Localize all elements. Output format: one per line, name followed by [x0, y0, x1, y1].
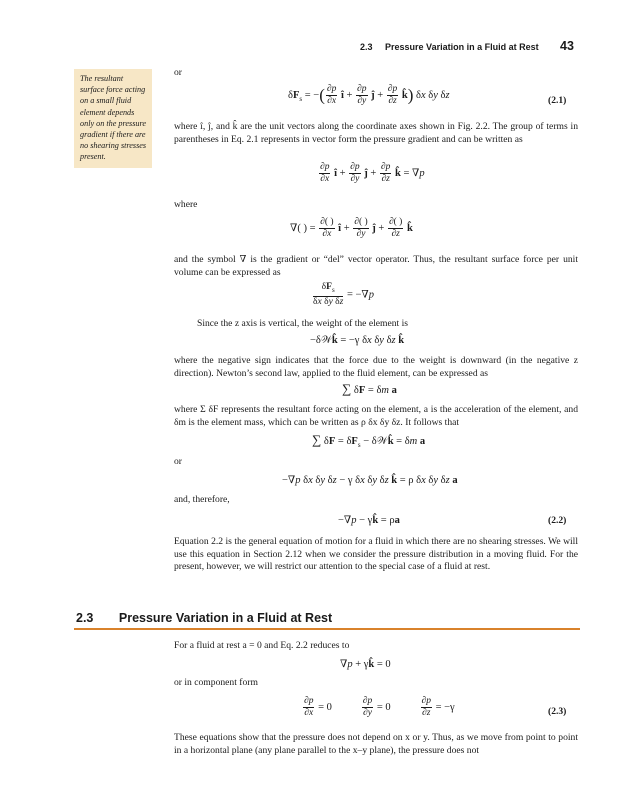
paragraph-eq22-description: Equation 2.2 is the general equation of motion for a fluid in which there are no shearing stresses. We will use this equation in Section 2.12 when we consider the pressure distribution in a moving fluid. For the present, however, we will restrict our attention to the special case of a fluid at rest. — [174, 536, 578, 573]
equation-rest: ∇p + γk̂ = 0 — [340, 659, 391, 670]
text-and-therefore: and, therefore, — [174, 494, 230, 505]
equation-pressure-gradient: $\frac{\partial p}{\partial x}$ î + $\frac{\partial p}{\partial y}$ ĵ + $\frac{\partial p}{\partial z}$ k̂ = ∇p — [320, 162, 425, 184]
equation-del-operator: ∇( ) = $\frac{\partial( )}{\partial x}$ î + $\frac{\partial( )}{\partial y}$ ĵ + $\frac{\partial( )}{\partial z}$ k̂ — [290, 217, 413, 239]
equation-force-balance: ∑ $\delta F = \delta F_s$ − δ𝒲k̂ = δm a — [312, 432, 426, 450]
equation-2-1: $\delta F_s$ = −( $\frac{\partial p}{\partial x}$ î + $\frac{\partial p}{\partial y}$ ĵ + $\frac{\partial p}{\partial z}$ k̂) δx δy δz — [288, 84, 450, 106]
equation-2-3-number: (2.3) — [548, 706, 567, 717]
text-or-1: or — [174, 67, 182, 78]
text-or-2: or — [174, 456, 182, 467]
equation-newton-law: ∑ δF = δm a — [342, 381, 397, 396]
section-rule — [74, 628, 580, 630]
margin-note — [74, 69, 152, 168]
paragraph-final: These equations show that the pressure does not depend on x or y. Thus, as we move from point to point in a horizontal plane (any plane parallel to the x–y plane), the pressure does not — [174, 732, 578, 756]
page-number: 43 — [560, 39, 574, 53]
header-section-title: Pressure Variation in a Fluid at Rest — [385, 42, 539, 52]
equation-2-3: $\frac{\partial p}{\partial x}$ = 0 $\frac{\partial p}{\partial y}$ = 0 $\frac{\partial p}{\partial z}$ = −γ — [304, 696, 455, 718]
text-where-1: where — [174, 199, 198, 210]
header-section-number: 2.3 — [360, 42, 373, 52]
equation-force-per-volume: $\frac{\delta F_s}{\text{δx δy δz}}$ = −∇p — [313, 282, 375, 307]
paragraph-negative-sign: where the negative sign indicates that the force due to the weight is downward (in the negative z direction). Newton’s second law, applied to the fluid element, can be expressed as — [174, 355, 578, 379]
margin-note-text: The resultant surface force acting on a small fluid element depends only on the pressure gradient if there are no shearing stresses present. — [80, 74, 147, 162]
equation-2-1-number: (2.1) — [548, 95, 567, 106]
equation-expanded-balance: −∇p δx δy δz − γ δx δy δz k̂ = ρ δx δy δz a — [282, 475, 458, 486]
section-heading-number: 2.3 — [76, 611, 94, 625]
text-or-component: or in component form — [174, 677, 258, 688]
section-heading — [76, 611, 332, 625]
paragraph-gradient: and the symbol ∇ is the gradient or “del” vector operator. Thus, the resultant surface force per unit volume can be expressed as — [174, 254, 578, 278]
section-heading-title: Pressure Variation in a Fluid at Rest — [118, 611, 333, 625]
equation-2-2-number: (2.2) — [548, 515, 567, 526]
paragraph-fluid-at-rest: For a fluid at rest a = 0 and Eq. 2.2 reduces to — [174, 640, 350, 651]
equation-weight: −δ𝒲k̂ = −γ δx δy δz k̂ — [310, 335, 405, 346]
paragraph-unit-vectors: where î, ĵ, and k̂ are the unit vectors along the coordinate axes shown in Fig. 2.2. The group of terms in parentheses in Eq. 2.1 represents in vector form the pressure gradient and can be written as — [174, 121, 578, 145]
paragraph-vertical-axis: Since the z axis is vertical, the weight of the element is — [197, 318, 408, 329]
paragraph-sum-definition: where Σ δF represents the resultant force acting on the element, a is the acceleration of the element, and δm is the element mass, which can be written as ρ δx δy δz. It follows that — [174, 404, 578, 428]
running-header — [360, 42, 539, 52]
equation-2-2: −∇p − γk̂ = ρa — [338, 515, 400, 526]
